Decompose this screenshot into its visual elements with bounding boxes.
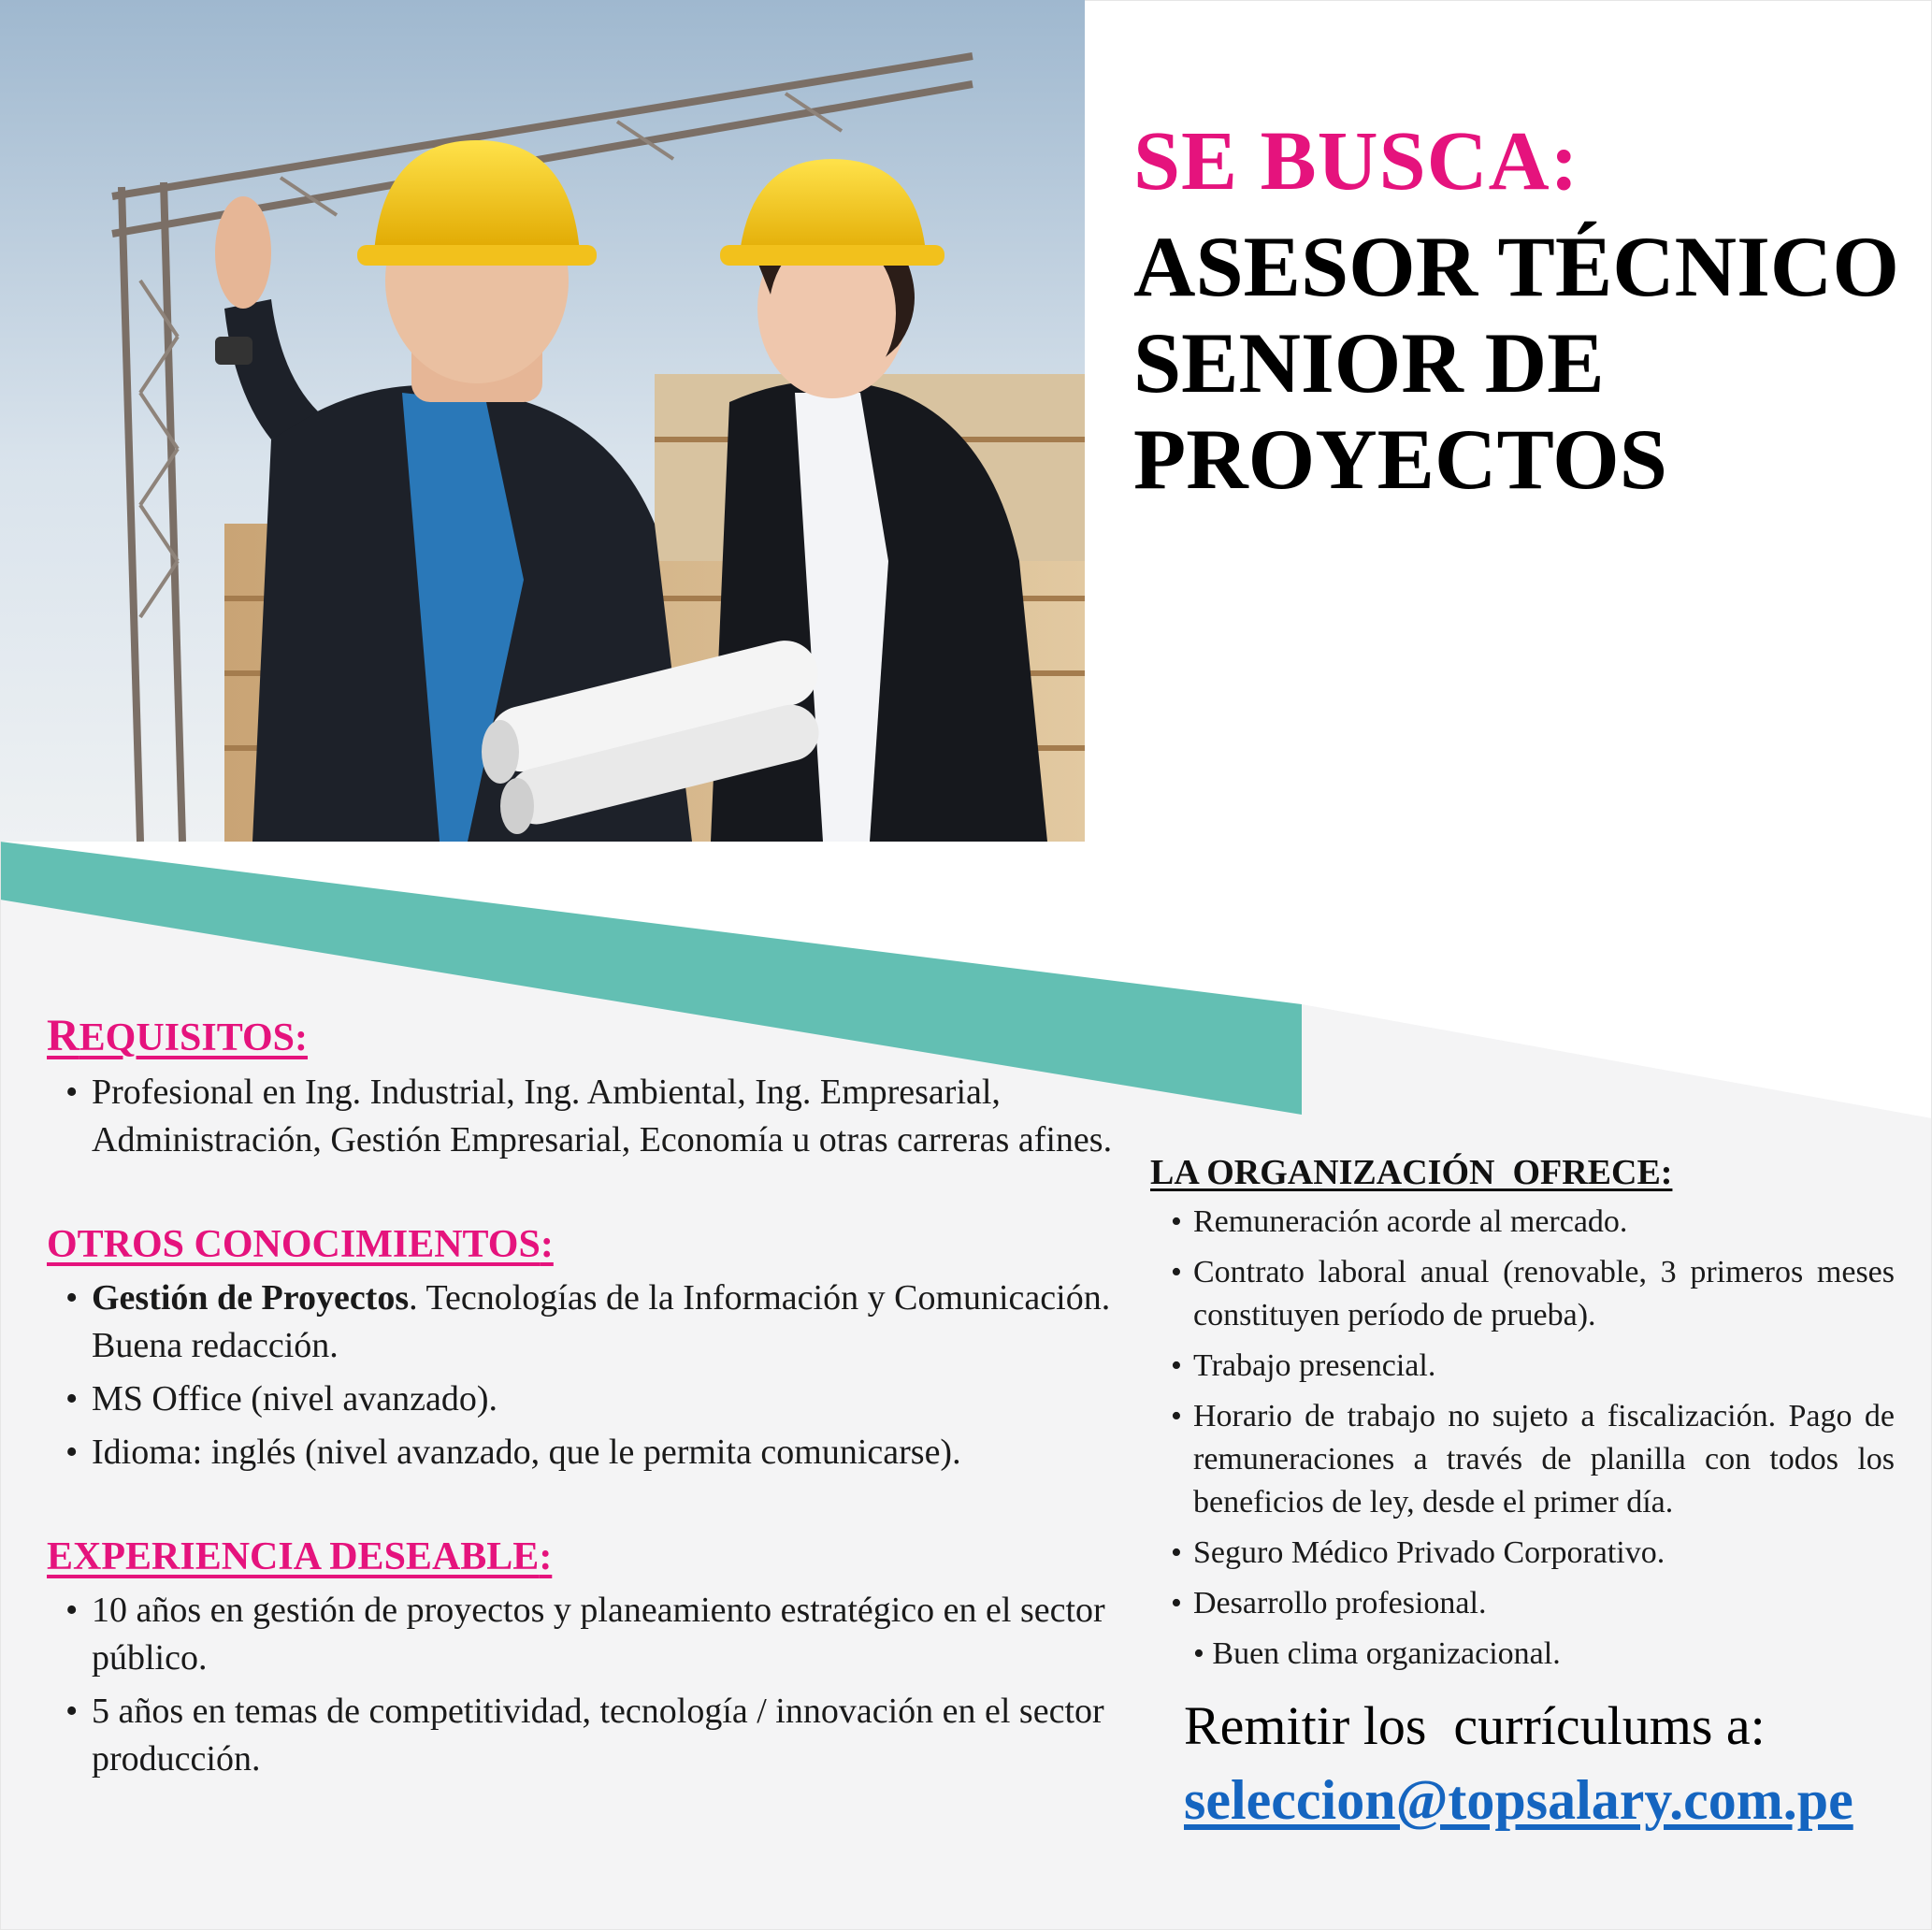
hero-photo (0, 0, 1085, 842)
list-item: • Idioma: inglés (nivel avanzado, que le permita comunicarse). (47, 1429, 1132, 1476)
clipped-list-item (1150, 1633, 1895, 1671)
list-item: • Contrato laboral anual (renovable, 3 primeros meses constituyen período de prueba). (1150, 1251, 1895, 1337)
job-title (1133, 219, 1928, 508)
contact-block (1184, 1694, 1923, 1833)
list-item: • Seguro Médico Privado Corporativo. (1150, 1532, 1895, 1575)
headline-kicker: SE BUSCA: (1133, 115, 1579, 208)
headline (1133, 115, 1928, 508)
list-item (47, 1275, 1132, 1370)
job-title-line-1: ASESOR TÉCNICO (1133, 219, 1899, 314)
otros-list (47, 1275, 1132, 1476)
otros-heading-text: OTROS CONOCIMIENTOS (47, 1223, 541, 1266)
right-column (1150, 1152, 1895, 1671)
requisitos-heading-initial: R (47, 1011, 79, 1060)
list-item: • Trabajo presencial. (1150, 1345, 1895, 1388)
otros-heading-colon: : (540, 1223, 554, 1266)
list-item: • 5 años en temas de competitividad, tecnología / innovación en el sector producción. (47, 1688, 1132, 1783)
requisitos-heading (47, 1010, 308, 1061)
list-item: • Profesional en Ing. Industrial, Ing. Ambiental, Ing. Empresarial, Administración, Gestión Empresarial, Economía u otras carreras afines. (47, 1069, 1132, 1164)
experiencia-heading-text: EXPERIENCIA DESEABLE (47, 1535, 540, 1578)
experiencia-list (47, 1587, 1132, 1783)
otros-heading (47, 1222, 554, 1267)
list-item: • Remuneración acorde al mercado. (1150, 1201, 1895, 1244)
list-item: • Horario de trabajo no sujeto a fiscalización. Pago de remuneraciones a través de planilla con todos los beneficios de ley, desde el primer día. (1150, 1395, 1895, 1524)
job-title-line-3: PROYECTOS (1133, 411, 1667, 508)
requisitos-list (47, 1069, 1132, 1164)
organizacion-heading: LA ORGANIZACIÓN OFRECE: (1150, 1153, 1673, 1192)
email-link[interactable]: seleccion@topsalary.com.pe (1184, 1769, 1853, 1831)
experiencia-heading-colon: : (539, 1535, 553, 1578)
experiencia-heading (47, 1534, 552, 1579)
otros-item-bold: Gestión de Proyectos (92, 1278, 410, 1318)
job-title-line-2: SENIOR DE (1133, 315, 1605, 411)
clipped-list-item-text: • Buen clima organizacional. (1193, 1636, 1561, 1671)
left-column (47, 1010, 1132, 1789)
requisitos-heading-rest: EQUISITOS: (79, 1016, 309, 1059)
contact-label: Remitir los currículums a: (1184, 1695, 1766, 1756)
list-item: • MS Office (nivel avanzado). (47, 1375, 1132, 1423)
otros-item-rest: . Tecnologías de la Información y Comunicación. Buena redacción. (92, 1278, 1111, 1365)
list-item: • 10 años en gestión de proyectos y planeamiento estratégico en el sector público. (47, 1587, 1132, 1682)
organizacion-list (1150, 1201, 1895, 1625)
list-item: • Desarrollo profesional. (1150, 1582, 1895, 1625)
